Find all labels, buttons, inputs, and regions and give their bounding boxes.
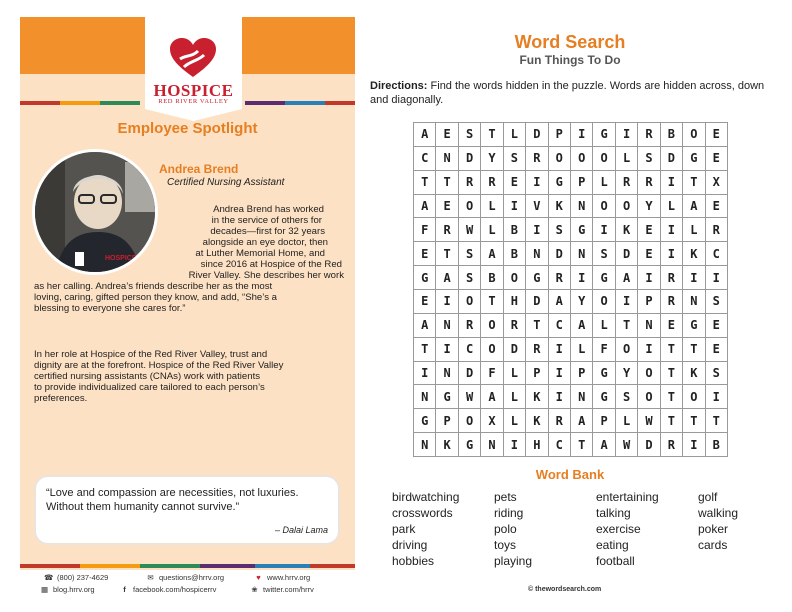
grid-cell[interactable]: O <box>616 195 638 219</box>
word-bank-item: talking <box>596 506 631 520</box>
grid-cell[interactable]: G <box>683 314 705 338</box>
color-stripe <box>200 564 255 568</box>
grid-cell[interactable]: S <box>549 218 571 242</box>
grid-cell[interactable]: D <box>504 338 526 362</box>
grid-cell[interactable]: O <box>683 123 705 147</box>
grid-cell[interactable]: E <box>706 314 728 338</box>
word-bank-item: birdwatching <box>392 490 460 504</box>
grid-cell[interactable]: T <box>661 338 683 362</box>
bio-line: dignity are at the forefront. Hospice of the Red River Valley <box>34 360 284 371</box>
quote-line: “Love and compassion are necessities, not luxuries. <box>46 487 299 499</box>
color-stripe <box>285 101 325 105</box>
grid-cell[interactable]: G <box>549 171 571 195</box>
grid-cell[interactable]: L <box>504 385 526 409</box>
grid-cell[interactable]: B <box>706 433 728 457</box>
grid-cell[interactable]: E <box>436 195 458 219</box>
bio-line: to provide individualized care tailored to each person’s <box>34 382 265 393</box>
grid-cell[interactable]: T <box>683 409 705 433</box>
grid-cell[interactable]: O <box>593 147 615 171</box>
grid-cell[interactable]: D <box>459 362 481 386</box>
grid-cell[interactable]: L <box>481 218 503 242</box>
grid-cell[interactable]: E <box>706 123 728 147</box>
grid-cell[interactable]: A <box>436 266 458 290</box>
grid-cell[interactable]: H <box>504 290 526 314</box>
bio-line: alongside an eye doctor, then <box>202 237 328 248</box>
grid-cell[interactable]: N <box>526 242 548 266</box>
grid-cell[interactable]: G <box>459 433 481 457</box>
grid-cell[interactable]: T <box>414 171 436 195</box>
grid-cell[interactable]: E <box>638 218 660 242</box>
grid-cell[interactable]: E <box>436 123 458 147</box>
grid-cell[interactable]: B <box>661 123 683 147</box>
word-bank-column <box>392 489 459 569</box>
grid-cell[interactable]: R <box>706 218 728 242</box>
grid-cell[interactable]: N <box>436 147 458 171</box>
grid-cell[interactable]: I <box>571 266 593 290</box>
bio-line: loving, caring, gifted person they know, and add, “She’s a <box>34 292 278 303</box>
grid-cell[interactable]: I <box>571 123 593 147</box>
grid-cell[interactable]: O <box>616 338 638 362</box>
grid-cell[interactable]: O <box>459 290 481 314</box>
contact-blog[interactable] <box>40 585 95 594</box>
grid-cell[interactable]: N <box>436 314 458 338</box>
grid-cell[interactable]: W <box>459 385 481 409</box>
grid-cell[interactable]: K <box>526 409 548 433</box>
color-stripe <box>255 564 310 568</box>
grid-cell[interactable]: P <box>436 409 458 433</box>
word-bank-item: poker <box>698 522 729 536</box>
grid-cell[interactable]: I <box>661 218 683 242</box>
grid-cell[interactable]: D <box>526 123 548 147</box>
word-bank-column <box>698 489 738 553</box>
grid-cell[interactable]: S <box>706 362 728 386</box>
bio-line: as her calling. Andrea’s friends describe her as the most <box>34 281 273 292</box>
grid-cell[interactable]: I <box>436 338 458 362</box>
grid-cell[interactable]: R <box>661 433 683 457</box>
word-search-grid[interactable] <box>413 122 728 457</box>
grid-cell[interactable]: W <box>459 218 481 242</box>
grid-cell[interactable]: X <box>706 171 728 195</box>
grid-cell[interactable]: R <box>549 409 571 433</box>
grid-cell[interactable]: R <box>459 171 481 195</box>
word-bank-column <box>596 489 659 569</box>
grid-cell[interactable]: I <box>504 195 526 219</box>
grid-cell[interactable]: T <box>616 314 638 338</box>
blog-icon: ▦ <box>40 585 49 594</box>
grid-cell[interactable]: A <box>571 314 593 338</box>
grid-cell[interactable]: R <box>481 171 503 195</box>
directions-label: Directions: <box>370 80 428 92</box>
grid-cell[interactable]: E <box>706 195 728 219</box>
word-bank-title: Word Bank <box>535 467 605 482</box>
word-bank-item: pets <box>494 490 517 504</box>
grid-cell[interactable]: R <box>459 314 481 338</box>
grid-cell[interactable]: A <box>414 195 436 219</box>
grid-cell[interactable]: E <box>414 242 436 266</box>
grid-cell[interactable]: O <box>481 314 503 338</box>
grid-cell[interactable]: A <box>481 242 503 266</box>
grid-cell[interactable]: O <box>638 362 660 386</box>
grid-cell[interactable]: C <box>549 314 571 338</box>
grid-cell[interactable]: G <box>526 266 548 290</box>
employee-name: Andrea Brend <box>159 162 239 176</box>
grid-cell[interactable]: R <box>526 147 548 171</box>
grid-cell[interactable]: O <box>683 385 705 409</box>
directions <box>370 79 775 107</box>
bio-line: in the service of others for <box>211 215 322 226</box>
grid-cell[interactable]: O <box>593 195 615 219</box>
grid-cell[interactable]: O <box>549 147 571 171</box>
grid-cell[interactable]: D <box>616 242 638 266</box>
grid-cell[interactable]: K <box>616 218 638 242</box>
grid-cell[interactable]: F <box>414 218 436 242</box>
grid-cell[interactable]: S <box>459 242 481 266</box>
grid-cell[interactable]: N <box>571 242 593 266</box>
grid-cell[interactable]: I <box>549 362 571 386</box>
grid-cell[interactable]: A <box>616 266 638 290</box>
word-search-title: Word Search <box>514 32 626 52</box>
grid-cell[interactable]: T <box>661 362 683 386</box>
word-bank-item: eating <box>596 538 629 552</box>
grid-cell[interactable]: S <box>706 290 728 314</box>
grid-cell[interactable]: N <box>638 314 660 338</box>
web-text: www.hrrv.org <box>267 573 311 582</box>
employee-photo <box>32 149 158 275</box>
svg-text:HOSPICE: HOSPICE <box>105 255 137 262</box>
grid-cell[interactable]: K <box>683 242 705 266</box>
grid-cell[interactable]: L <box>481 195 503 219</box>
grid-cell[interactable]: D <box>549 242 571 266</box>
grid-cell[interactable]: R <box>616 171 638 195</box>
grid-cell[interactable]: S <box>593 242 615 266</box>
hospice-heart-logo-icon <box>168 37 218 79</box>
word-bank-item: hobbies <box>392 554 435 568</box>
grid-cell[interactable]: I <box>683 433 705 457</box>
grid-cell[interactable]: I <box>616 290 638 314</box>
word-bank-item: walking <box>698 506 739 520</box>
grid-cell[interactable]: N <box>414 433 436 457</box>
bio-line: In her role at Hospice of the Red River Valley, trust and <box>34 349 268 360</box>
grid-cell[interactable]: I <box>661 171 683 195</box>
grid-cell[interactable]: Y <box>571 290 593 314</box>
grid-cell[interactable]: B <box>504 242 526 266</box>
grid-cell[interactable]: S <box>504 147 526 171</box>
word-search-subtitle: Fun Things To Do <box>519 53 621 67</box>
twitter-icon: ❀ <box>251 585 258 594</box>
facebook-icon: f <box>123 585 126 594</box>
grid-cell[interactable]: K <box>549 195 571 219</box>
word-bank-item: driving <box>392 538 428 552</box>
contact-twitter[interactable] <box>250 585 314 594</box>
quote-line: Without them humanity cannot survive.” <box>46 501 240 513</box>
word-bank-item: playing <box>494 554 533 568</box>
grid-cell[interactable]: R <box>526 338 548 362</box>
grid-cell[interactable]: O <box>571 147 593 171</box>
grid-cell[interactable]: I <box>616 123 638 147</box>
word-bank-item: polo <box>494 522 517 536</box>
grid-cell[interactable]: Y <box>638 195 660 219</box>
logo-wordmark: HOSPICE <box>153 81 234 100</box>
grid-cell[interactable]: O <box>593 290 615 314</box>
grid-cell[interactable]: F <box>481 362 503 386</box>
grid-cell[interactable]: G <box>593 266 615 290</box>
color-stripe <box>310 564 355 568</box>
grid-cell[interactable]: L <box>504 123 526 147</box>
grid-cell[interactable]: C <box>459 338 481 362</box>
grid-cell[interactable]: E <box>706 338 728 362</box>
grid-cell[interactable]: I <box>638 338 660 362</box>
grid-cell[interactable]: N <box>436 362 458 386</box>
word-bank-item: golf <box>698 490 718 504</box>
grid-cell[interactable]: G <box>593 385 615 409</box>
grid-cell[interactable]: S <box>616 385 638 409</box>
grid-cell[interactable]: R <box>549 266 571 290</box>
grid-cell[interactable]: T <box>526 314 548 338</box>
grid-cell[interactable]: L <box>661 195 683 219</box>
grid-cell[interactable]: C <box>549 433 571 457</box>
grid-cell[interactable]: N <box>571 385 593 409</box>
grid-cell[interactable]: T <box>414 338 436 362</box>
grid-cell[interactable]: E <box>414 290 436 314</box>
grid-cell[interactable]: I <box>549 338 571 362</box>
grid-cell[interactable]: C <box>414 147 436 171</box>
grid-cell[interactable]: F <box>593 338 615 362</box>
grid-cell[interactable]: L <box>616 147 638 171</box>
phone-icon: ☎ <box>44 573 54 582</box>
grid-cell[interactable]: P <box>526 362 548 386</box>
grid-cell[interactable]: S <box>638 147 660 171</box>
grid-cell[interactable]: S <box>459 123 481 147</box>
grid-cell[interactable]: B <box>481 266 503 290</box>
color-stripe <box>100 101 140 105</box>
grid-cell[interactable]: A <box>593 433 615 457</box>
grid-cell[interactable]: A <box>549 290 571 314</box>
grid-cell[interactable]: O <box>459 409 481 433</box>
contact-facebook[interactable] <box>120 585 216 594</box>
logo-subtitle: RED RIVER VALLEY <box>158 98 229 105</box>
phone-text: (800) 237-4629 <box>57 573 109 582</box>
grid-cell[interactable]: I <box>414 362 436 386</box>
grid-cell[interactable]: C <box>706 242 728 266</box>
grid-cell[interactable]: O <box>504 266 526 290</box>
grid-cell[interactable]: I <box>436 290 458 314</box>
color-stripe <box>325 101 355 105</box>
grid-cell[interactable]: A <box>683 195 705 219</box>
blog-text: blog.hrrv.org <box>53 585 95 594</box>
grid-cell[interactable]: T <box>481 123 503 147</box>
bio-line: decades—first for 32 years <box>210 226 325 237</box>
grid-cell[interactable]: L <box>571 338 593 362</box>
color-stripe <box>80 564 140 568</box>
grid-cell[interactable]: Y <box>481 147 503 171</box>
grid-cell[interactable]: P <box>571 171 593 195</box>
grid-cell[interactable]: B <box>504 218 526 242</box>
grid-cell[interactable]: K <box>683 362 705 386</box>
grid-cell[interactable]: P <box>549 123 571 147</box>
email-icon: ✉ <box>147 573 154 582</box>
email-text: questions@hrrv.org <box>159 573 225 582</box>
grid-cell[interactable]: G <box>436 385 458 409</box>
grid-cell[interactable]: R <box>661 266 683 290</box>
grid-cell[interactable]: P <box>638 290 660 314</box>
grid-cell[interactable]: T <box>571 433 593 457</box>
color-stripe <box>20 101 60 105</box>
grid-cell[interactable]: E <box>661 314 683 338</box>
grid-cell[interactable]: A <box>414 314 436 338</box>
grid-cell[interactable]: G <box>414 266 436 290</box>
grid-cell[interactable]: N <box>683 290 705 314</box>
spotlight-title: Employee Spotlight <box>117 120 258 137</box>
quote-box <box>34 475 340 545</box>
grid-cell[interactable]: T <box>683 171 705 195</box>
grid-cell[interactable]: P <box>571 362 593 386</box>
grid-cell[interactable]: G <box>571 218 593 242</box>
grid-cell[interactable]: O <box>459 195 481 219</box>
grid-cell[interactable]: D <box>459 147 481 171</box>
grid-cell[interactable]: R <box>638 123 660 147</box>
grid-cell[interactable]: E <box>638 242 660 266</box>
grid-cell[interactable]: I <box>593 218 615 242</box>
color-stripe <box>60 101 100 105</box>
grid-cell[interactable]: I <box>526 171 548 195</box>
grid-cell[interactable]: H <box>526 433 548 457</box>
grid-cell[interactable]: S <box>459 266 481 290</box>
word-bank-column <box>494 489 532 569</box>
grid-cell[interactable]: X <box>481 409 503 433</box>
bio-line: blessing to everyone she cares for.” <box>34 303 186 314</box>
grid-cell[interactable]: L <box>504 362 526 386</box>
copyright-credit: © thewordsearch.com <box>528 586 602 593</box>
grid-cell[interactable]: L <box>593 171 615 195</box>
grid-cell[interactable]: I <box>638 266 660 290</box>
grid-cell[interactable]: T <box>683 338 705 362</box>
contact-web[interactable] <box>254 573 310 582</box>
grid-cell[interactable]: O <box>638 385 660 409</box>
grid-cell[interactable]: T <box>436 171 458 195</box>
grid-cell[interactable]: L <box>616 409 638 433</box>
bio-line: Andrea Brend has worked <box>213 204 324 215</box>
employee-spotlight-panel <box>20 17 355 570</box>
word-bank-item: park <box>392 522 416 536</box>
word-bank-item: riding <box>494 506 524 520</box>
bio-line: at Luther Memorial Home, and <box>195 248 325 259</box>
color-stripe <box>20 564 80 568</box>
grid-cell[interactable]: I <box>661 242 683 266</box>
grid-cell[interactable]: R <box>661 290 683 314</box>
bio-line: certified nursing assistants (CNAs) work with patients <box>34 371 261 382</box>
grid-cell[interactable]: G <box>683 147 705 171</box>
bio-line: preferences. <box>34 393 88 404</box>
grid-cell[interactable]: A <box>481 385 503 409</box>
grid-cell[interactable]: L <box>504 409 526 433</box>
grid-cell[interactable]: N <box>571 195 593 219</box>
word-bank-item: football <box>596 554 635 568</box>
grid-cell[interactable]: V <box>526 195 548 219</box>
bio-line: since 2016 at Hospice of the Red <box>200 259 342 270</box>
grid-cell[interactable]: G <box>593 362 615 386</box>
directions-text: Find the words hidden in the puzzle. Words are hidden across, down and diagonally. <box>370 80 765 106</box>
contact-phone[interactable] <box>44 573 108 582</box>
grid-cell[interactable]: G <box>593 123 615 147</box>
grid-cell[interactable]: R <box>638 171 660 195</box>
grid-cell[interactable]: E <box>504 171 526 195</box>
color-stripe <box>245 101 285 105</box>
grid-cell[interactable]: W <box>638 409 660 433</box>
facebook-text: facebook.com/hospicerrv <box>133 585 217 594</box>
grid-cell[interactable]: I <box>706 266 728 290</box>
grid-cell[interactable]: N <box>414 385 436 409</box>
grid-cell[interactable]: T <box>661 409 683 433</box>
grid-cell[interactable]: I <box>526 218 548 242</box>
grid-cell[interactable]: D <box>526 290 548 314</box>
grid-cell[interactable]: R <box>504 314 526 338</box>
grid-cell[interactable]: D <box>661 147 683 171</box>
word-bank-item: entertaining <box>596 490 659 504</box>
grid-cell[interactable]: I <box>549 385 571 409</box>
grid-cell[interactable]: L <box>683 218 705 242</box>
grid-cell[interactable]: Y <box>616 362 638 386</box>
word-bank-item: exercise <box>596 522 641 536</box>
grid-cell[interactable]: E <box>706 147 728 171</box>
grid-cell[interactable]: I <box>504 433 526 457</box>
grid-cell[interactable]: I <box>683 266 705 290</box>
grid-cell[interactable]: K <box>436 433 458 457</box>
employee-role: Certified Nursing Assistant <box>167 177 285 188</box>
word-bank-item: cards <box>698 538 728 552</box>
grid-cell[interactable]: K <box>526 385 548 409</box>
grid-cell[interactable]: D <box>638 433 660 457</box>
grid-cell[interactable]: L <box>593 314 615 338</box>
grid-cell[interactable]: A <box>414 123 436 147</box>
contact-email[interactable] <box>146 573 224 582</box>
grid-cell[interactable]: T <box>481 290 503 314</box>
heart-icon: ♥ <box>256 573 261 582</box>
word-bank-item: toys <box>494 538 517 552</box>
word-bank-item: crosswords <box>392 506 453 520</box>
grid-cell[interactable]: P <box>593 409 615 433</box>
grid-cell[interactable]: W <box>616 433 638 457</box>
color-stripe <box>140 564 200 568</box>
grid-cell[interactable]: T <box>706 409 728 433</box>
grid-cell[interactable]: R <box>436 218 458 242</box>
grid-cell[interactable]: G <box>414 409 436 433</box>
grid-cell[interactable]: O <box>481 338 503 362</box>
grid-cell[interactable]: T <box>661 385 683 409</box>
grid-cell[interactable]: I <box>706 385 728 409</box>
grid-cell[interactable]: N <box>481 433 503 457</box>
quote-attribution: – Dalai Lama <box>274 525 328 535</box>
grid-cell[interactable]: T <box>436 242 458 266</box>
bio-line: River Valley. She describes her work <box>188 270 344 281</box>
twitter-text: twitter.com/hrrv <box>263 585 314 594</box>
grid-cell[interactable]: A <box>571 409 593 433</box>
